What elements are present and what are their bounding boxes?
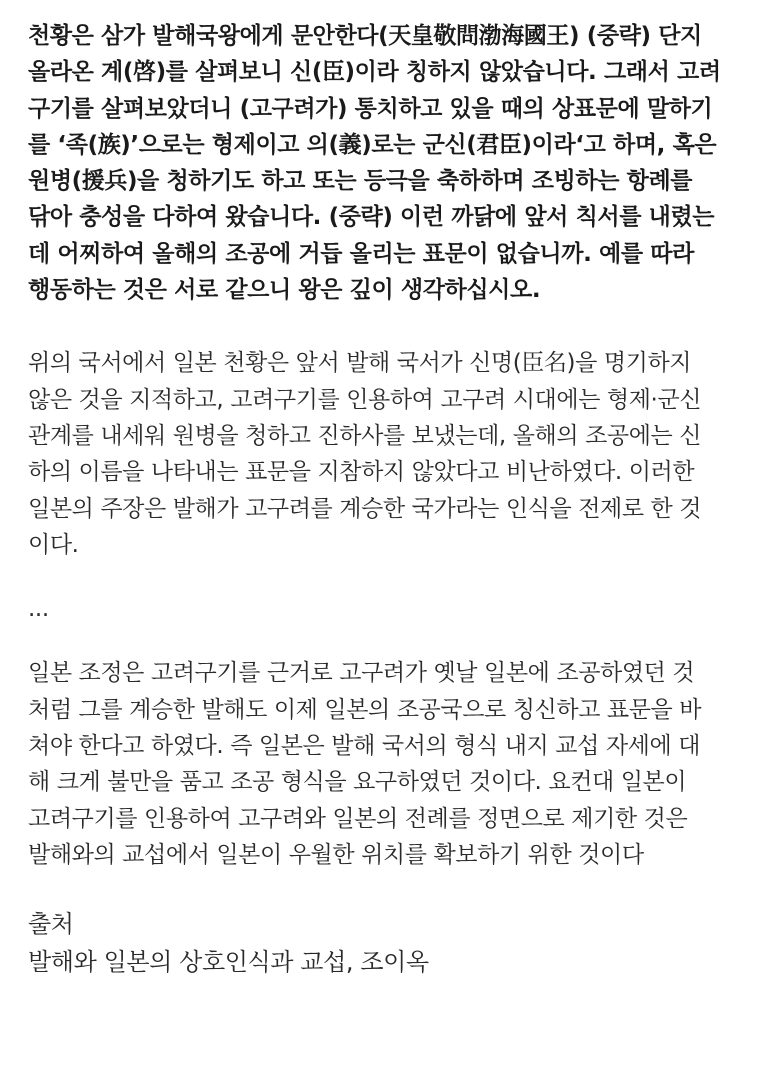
quote-line: 행동하는 것은 서로 같으니 왕은 깊이 생각하십시오. [28,277,541,304]
commentary-paragraph-1 [28,345,758,563]
paragraph-line: 발해와의 교섭에서 일본이 우월한 위치를 확보하기 위한 것이다 [28,841,644,868]
paragraph-line: 관계를 내세워 원병을 청하고 진하사를 보냈는데, 올해의 조공에는 신 [28,422,702,449]
quote-line: 구기를 살펴보았더니 (고구려가) 통치하고 있을 때의 상표문에 말하기 [28,95,713,122]
quote-line: 올라온 계(啓)를 살펴보니 신(臣)이라 칭하지 않았습니다. 그래서 고려 [28,59,721,86]
ellipsis-text: ... [28,596,49,623]
paragraph-line: 고려구기를 인용하여 고구려와 일본의 전례를 정면으로 제기한 것은 [28,805,688,832]
paragraph-line: 위의 국서에서 일본 천황은 앞서 발해 국서가 신명(臣名)을 명기하지 [28,350,692,377]
paragraph-line: 쳐야 한다고 하였다. 즉 일본은 발해 국서의 형식 내지 교섭 자세에 대 [28,733,701,760]
paragraph-line: 처럼 그를 계승한 발해도 이제 일본의 조공국으로 칭신하고 표문을 바 [28,696,702,723]
commentary-paragraph-2 [28,655,758,873]
paragraph-line: 하의 이름을 나타내는 표문을 지참하지 않았다고 비난하였다. 이러한 [28,459,695,486]
paragraph-line: 해 크게 불만을 품고 조공 형식을 요구하였던 것이다. 요컨대 일본이 [28,769,687,796]
omission-marker [28,591,758,627]
article [28,18,758,981]
quote-line: 닦아 충성을 다하여 왔습니다. (중략) 이런 까닭에 앞서 칙서를 내렸는 [28,204,715,231]
source-section [28,905,758,981]
quote-line: 천황은 삼가 발해국왕에게 문안한다(天皇敬問渤海國王) (중략) 단지 [28,23,702,49]
quote-line: 원병(援兵)을 청하기도 하고 또는 등극을 축하하며 조빙하는 항례를 [28,168,693,195]
quote-line: 를 ‘족(族)’으로는 형제이고 의(義)로는 군신(君臣)이라‘고 하며, 혹은 [28,131,717,158]
source-citation: 발해와 일본의 상호인식과 교섭, 조이옥 [28,948,429,977]
paragraph-line: 이다. [28,531,79,558]
paragraph-line: 않은 것을 지적하고, 고려구기를 인용하여 고구려 시대에는 형제·군신 [28,386,702,413]
paragraph-line: 일본 조정은 고려구기를 근거로 고구려가 옛날 일본에 조공하였던 것 [28,660,695,687]
paragraph-line: 일본의 주장은 발해가 고구려를 계승한 국가라는 인식을 전제로 한 것 [28,495,702,522]
quoted-royal-letter [28,18,758,308]
quote-line: 데 어찌하여 올해의 조공에 거듭 올리는 표문이 없습니까. 예를 따라 [28,240,694,267]
source-label: 출처 [28,910,74,939]
